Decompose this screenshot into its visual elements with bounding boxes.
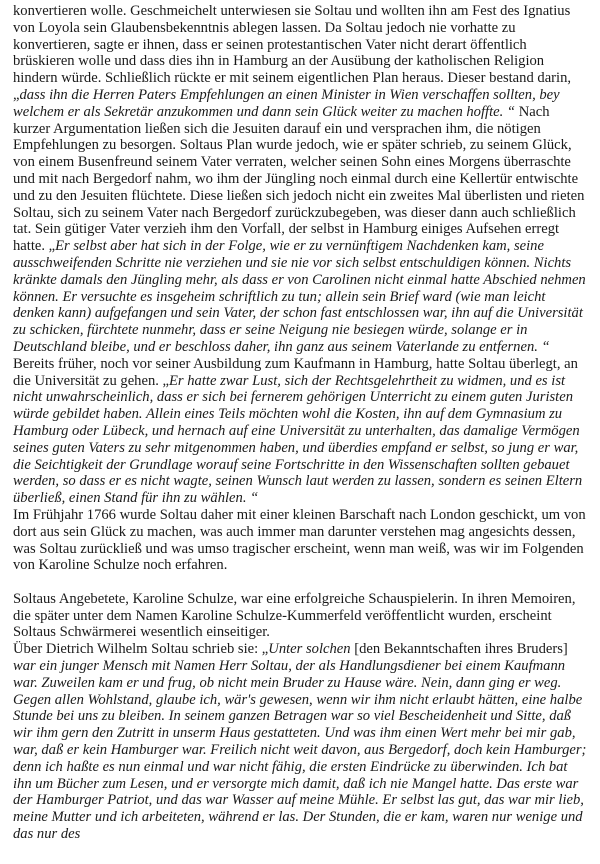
- text-run-roman: [den Bekanntschaften ihres Bruders]: [354, 641, 568, 658]
- document-text: [13, 3, 587, 843]
- paragraph-london: [13, 507, 587, 574]
- paragraph-karoline-intro: [13, 591, 587, 641]
- text-run-roman: Bereits früher, noch vor seiner Ausbildung zum Kaufmann in Hamburg, hatte Soltau überlegt, an die Universität zu gehen. „: [13, 355, 578, 389]
- text-run-roman: Nach kurzer Argumentation ließen sich die Jesuiten darauf ein und versprachen ihm, die nötigen Empfehlungen zu besorgen. Soltaus Plan wurde jedoch, wie er später schrieb, zu seinem Glück, von einem Busenfreund seinem Vater verraten, welcher seinen Sohn eines Morgens überraschte und mit nach Bergedorf nahm, wo ihm der Jüngling noch einmal durch eine Kellertür entwischte und zu den Jesuiten flüchtete. Diese ließen sich jedoch nicht ein zweites Mal überlisten und rieten Soltau, sich zu seinem Vater nach Bergedorf zurückzubegeben, was dieser dann auch schließlich tat. Sein gütiger Vater verzieh ihm den Vorfall, der selbst in Hamburg einiges Aufsehen erregt hatte. „: [13, 103, 585, 255]
- text-run-italic: war ein junger Mensch mit Namen Herr Soltau, der als Handlungsdiener bei einem Kaufmann war. Zuweilen kam er und frug, ob nicht mein Bruder zu Hause wäre. Nein, dann ging er weg. Gegen allen Wohlstand, glaube ich, wär's gewesen, wenn wir ihm nicht erlaubt hätten, eine halbe Stunde bei uns zu bleiben. In seinem ganzen Betragen war so viel Bescheidenheit und Sitte, daß wir ihm gern den Zutritt in unserm Haus gestatteten. Und was ihm einen Wert mehr bei mir gab, war, daß er kein Hamburger war. Freilich nicht weit davon, aus Bergedorf, doch kein Hamburger; denn ich haßte es nun einmal und war nicht fähig, die ersten Eindrücke zu überwinden. Ich bat ihn um Bücher zum Lesen, und er versorgte mich damit, daß ich nie Mangel hatte. Das erste war der Hamburger Patriot, und das war Wasser auf meine Mühle. Er selbst las gut, das war mir lieb, meine Mutter und ich arbeiteten, während er las. Der Stunden, die er kam, waren nur wenige und das nur des: [13, 658, 587, 843]
- paragraph-jesuit-plan: [13, 3, 587, 507]
- text-run-italic: dass ihn die Herren Paters Empfehlungen an einen Minister in Wien verschaffen sollten, bey welchem er als Sekretär anzukommen und dann sein Glück weiter zu machen hoffte. “: [13, 86, 560, 120]
- text-run-italic: Unter solchen: [268, 641, 355, 658]
- text-run-roman: konvertieren wolle. Geschmeichelt unterwiesen sie Soltau und wollten ihn am Fest des Ignatius von Loyola sein Glaubensbekenntnis ablegen lassen. Da Soltau jedoch nie vorhatte zu konvertieren, sagte er ihnen, dass er seinen protestantischen Vater nicht derart öffentlich brüskieren wolle und dass dies ihn in Hamburg an der Ausübung der katholischen Religion hindern würde. Schließlich rückte er mit seinem eigentlichen Plan heraus. Dieser bestand darin, „: [13, 3, 572, 103]
- text-run-italic: Er selbst aber hat sich in der Folge, wie er zu vernünftigem Nachdenken kam, seine ausschweifenden Schritte nie verziehen und sie nie vor sich selbst entschuldigen können. Nichts kränkte damals den Jüngling mehr, als dass er von Carolinen nicht einmal hatte Abschied nehmen können. Er versuchte es insgeheim schriftlich zu tun; allein sein Brief ward (wie man leicht denken kann) aufgefangen und sein Vater, der schon fast entschlossen war, ihn auf die Universität zu schicken, fürchtete nunmehr, dass er seine Neigung nie besiegen würde, solange er in Deutschland bleibe, und er beschloss daher, ihn ganz aus seinem Vaterlande zu entfernen. “: [13, 238, 586, 355]
- text-run-roman: Soltaus Angebetete, Karoline Schulze, war eine erfolgreiche Schauspielerin. In ihren Memoiren, die später unter dem Namen Karoline Schulze-Kummerfeld veröffentlicht wurden, erscheint Soltaus Schwärmerei wesentlich einseitiger.: [13, 590, 576, 641]
- text-run-roman: Über Dietrich Wilhelm Soltau schrieb sie: „: [13, 641, 269, 658]
- text-run-roman: Im Frühjahr 1766 wurde Soltau daher mit einer kleinen Barschaft nach London geschickt, um von dort aus sein Glück zu machen, was auch immer man darunter verstehen mag angesichts dessen, was Soltau zurückließ und was umso tragischer erscheint, wenn man weiß, was wir im Folgenden von Karoline Schulze noch erfahren.: [13, 506, 586, 574]
- paragraph-memoir-quote: [13, 641, 587, 843]
- text-run-italic: Er hatte zwar Lust, sich der Rechtsgelehrtheit zu widmen, und es ist nicht unwahrscheinlich, dass er sich bei fernerem gehörigen Unterricht zu einem guten Juristen würde gebildet haben. Allein eines Teils möchten wohl die Kosten, ihn auf dem Gymnasium zu Hamburg oder Lübeck, und hernach auf eine Universität zu unterhalten, das damalige Vermögen seines guten Vaters zu sehr mitgenommen haben, und überdies empfand er selbst, so jung er war, die Seichtigkeit der Grundlage worauf seine Fortschritte in den Wissenschaften sollten gebauet werden, so dass er es nicht wagte, seinen Wunsch laut werden zu lassen, sondern es seinen Eltern überließ, einen Stand für ihn zu wählen. “: [13, 372, 583, 507]
